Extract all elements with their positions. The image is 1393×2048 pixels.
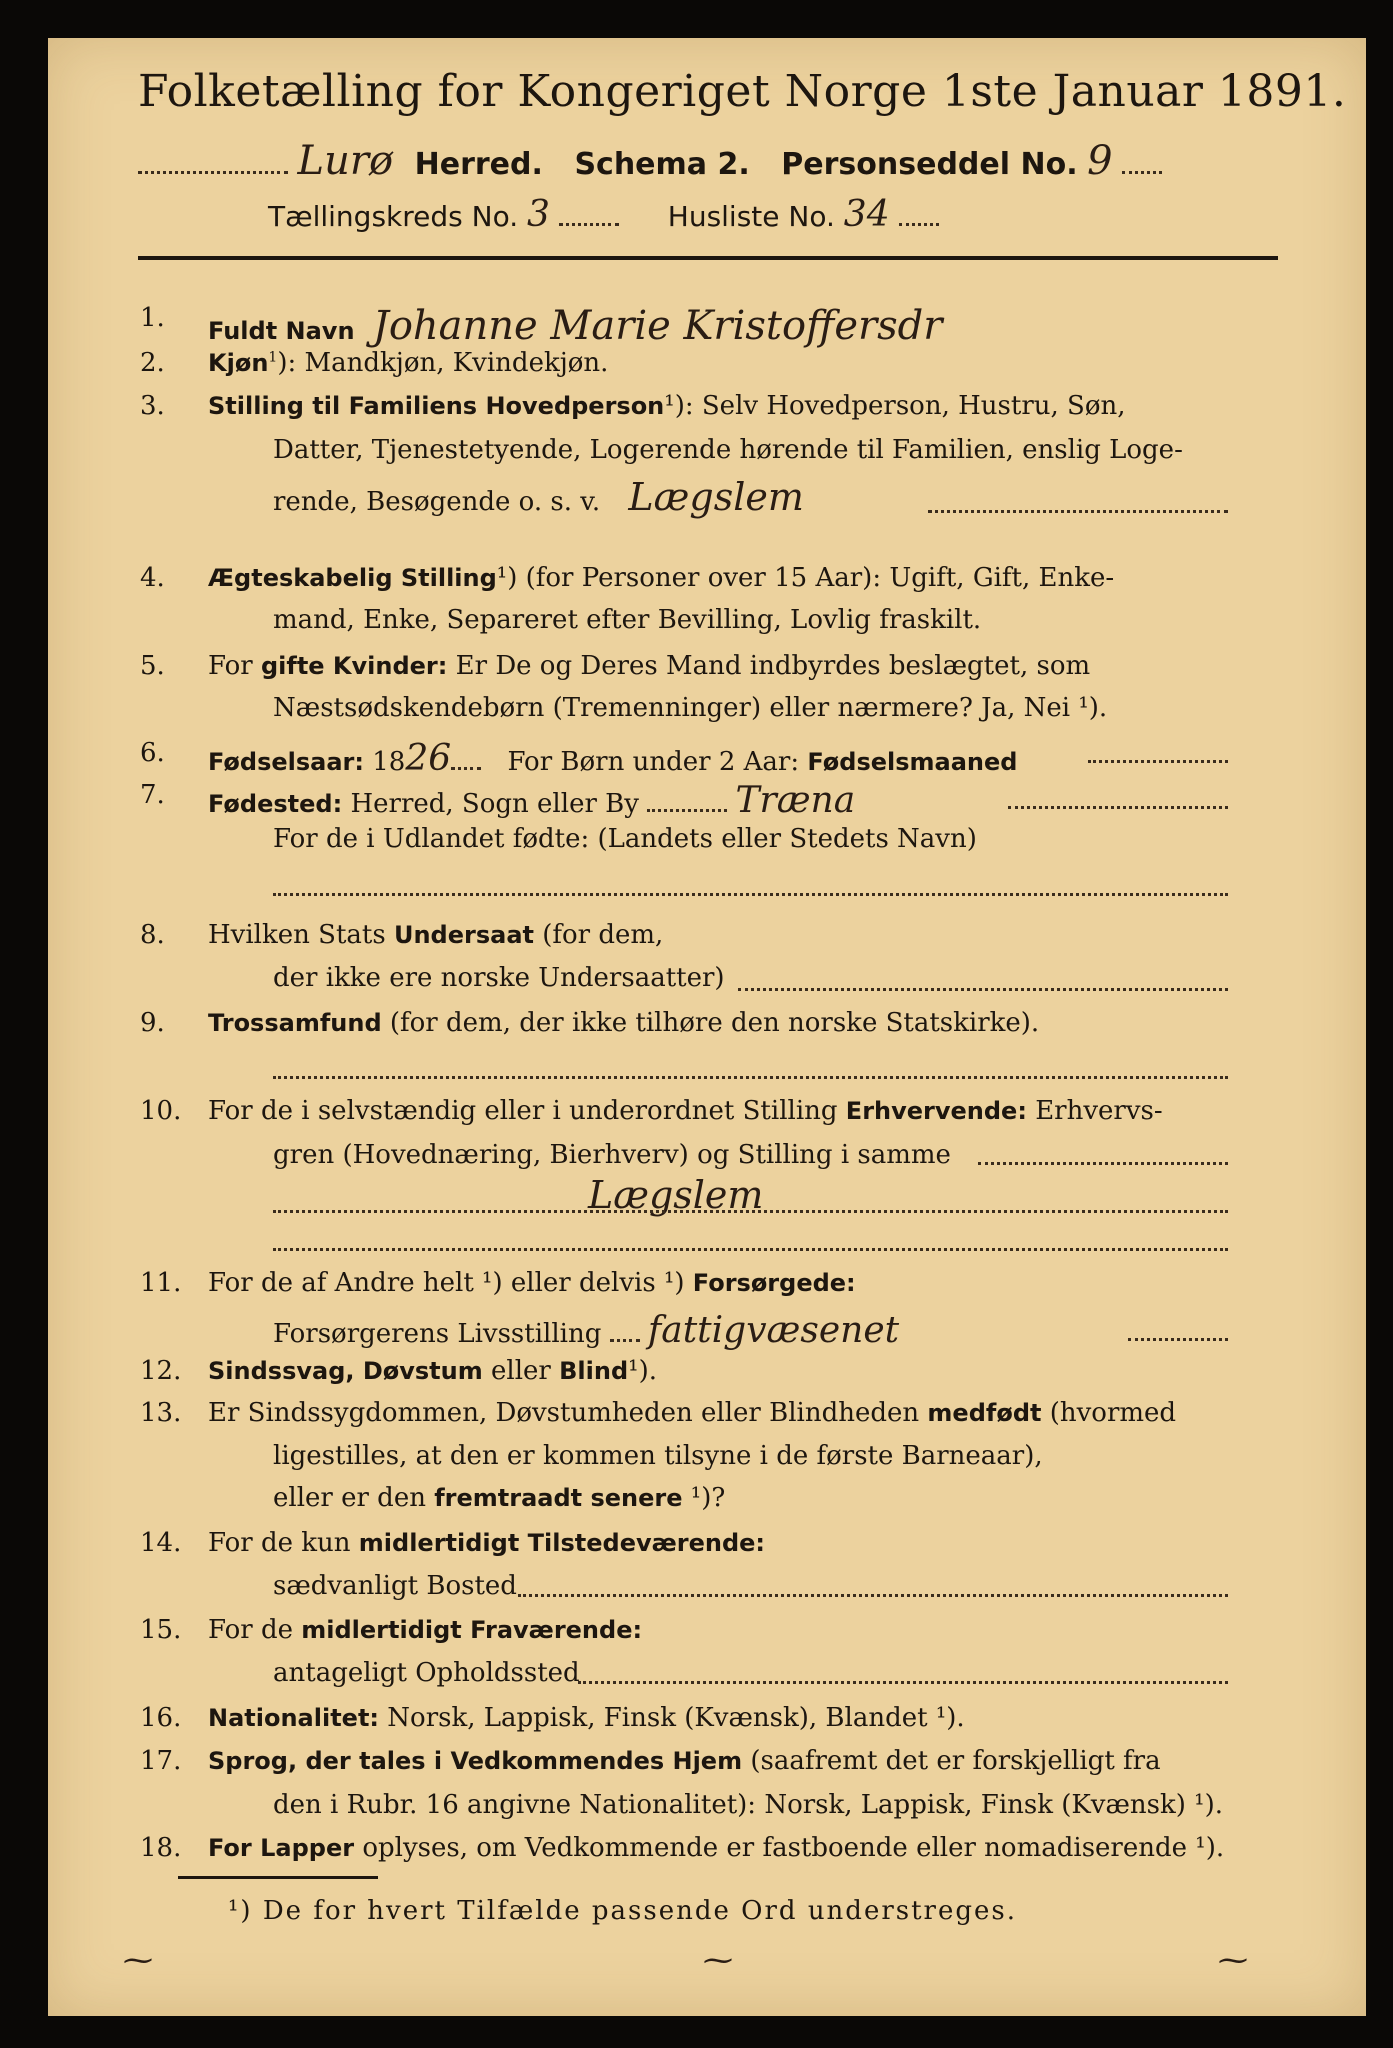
q13-row (208, 1398, 1176, 1428)
q6-text: For Børn under 2 Aar: (507, 747, 800, 777)
dotted-fill (928, 510, 1228, 513)
q5-row (208, 651, 1090, 681)
q11-value: fattigvæsenet (647, 1310, 900, 1351)
q8-row (208, 920, 663, 950)
q15-number: 15. (140, 1615, 182, 1645)
q10-row (208, 1096, 1163, 1126)
husliste-value: 34 (843, 194, 890, 235)
q13-text1b: (hvormed (1049, 1398, 1177, 1428)
dotted-fill (978, 1162, 1228, 1165)
q9-label: Trossamfund (208, 1009, 382, 1037)
q8-text2: der ikke ere norske Undersaatter) (273, 963, 725, 993)
q6-prefix: 18 (372, 747, 406, 777)
q14-label: midlertidigt Tilstedeværende: (358, 1529, 766, 1557)
q11-text1: For de af Andre helt ¹) eller delvis ¹) (208, 1268, 685, 1298)
q3-value: Lægslem (628, 475, 804, 519)
dotted-fill (610, 1333, 640, 1342)
q9-text: (for dem, der ikke tilhøre den norske Statskirke). (389, 1008, 1040, 1038)
q11-row2 (273, 1310, 899, 1351)
q3-label: Stilling til Familiens Hovedperson (208, 392, 665, 420)
q3-text3: rende, Besøgende o. s. v. (273, 487, 601, 517)
footnote: ¹) De for hvert Tilfælde passende Ord understreges. (228, 1896, 1018, 1926)
q12-number: 12. (140, 1356, 182, 1386)
q15-row (208, 1615, 642, 1645)
q13-text3a: eller er den (273, 1483, 426, 1513)
dotted-fill (273, 1248, 1228, 1251)
header-rule (138, 256, 1278, 260)
q3-text2: Datter, Tjenestetyende, Logerende hørende til Familien, enslig Loge- (273, 435, 1183, 465)
schema-label: Schema 2. (574, 147, 750, 182)
dotted-fill (578, 1681, 1228, 1684)
q6-row (208, 738, 1017, 779)
q8-label: Undersaat (393, 921, 534, 949)
q13-label: medfødt (927, 1399, 1042, 1427)
q16-number: 16. (140, 1703, 182, 1733)
q9-number: 9. (140, 1008, 165, 1038)
q10-text2: gren (Hovednæring, Bierhverv) og Stilling i samme (273, 1140, 951, 1170)
q7-label: Fødested: (208, 790, 343, 818)
q18-label: For Lapper (208, 1834, 355, 1862)
dotted-fill (138, 165, 288, 174)
q4-text1: ¹) (for Personer over 15 Aar): Ugift, Gift, Enke- (496, 563, 1115, 593)
dotted-fill (273, 893, 1228, 896)
q13-row3 (273, 1483, 725, 1513)
q3-text1: ¹): Selv Hovedperson, Hustru, Søn, (664, 391, 1126, 421)
q12-label: Sindssvag, Døvstum (208, 1357, 483, 1385)
census-form (48, 38, 1366, 2016)
herred-label: Herred. (414, 147, 543, 182)
q10-text1: For de i selvstændig eller i underordnet Stilling (208, 1096, 838, 1126)
q14-number: 14. (140, 1528, 182, 1558)
q11-label: Forsørgede: (692, 1269, 856, 1297)
q15-text1: For de (208, 1615, 293, 1645)
q17-label: Sprog, der tales i Vedkommendes Hjem (208, 1747, 743, 1775)
q12-text: eller (491, 1356, 551, 1386)
q4-row (208, 563, 1114, 593)
dotted-fill (451, 761, 481, 770)
q7-text: Herred, Sogn eller By (350, 789, 639, 819)
q13-text1: Er Sindssygdommen, Døvstumheden eller Blindheden (208, 1398, 920, 1428)
q4-text2: mand, Enke, Separeret efter Bevilling, Lovlig fraskilt. (273, 605, 982, 635)
q7-text2: For de i Udlandet fødte: (Landets eller Stedets Navn) (273, 824, 977, 854)
q16-text: Norsk, Lappisk, Finsk (Kvænsk), Blandet ¹). (387, 1703, 965, 1733)
q5-text1: Er De og Deres Mand indbyrdes beslægtet, som (455, 651, 1091, 681)
q4-label: Ægteskabelig Stilling (208, 564, 497, 592)
q8-label-pre: Hvilken Stats (208, 920, 386, 950)
q17-row (208, 1746, 1161, 1776)
dotted-fill (647, 803, 727, 812)
scribble-mark: ⁓ (123, 1943, 153, 1978)
q13-label2: fremtraadt senere (434, 1484, 683, 1512)
q12-row (208, 1356, 657, 1386)
q17-text1: (saafremt det er forskjelligt fra (750, 1746, 1161, 1776)
q11-text2: Forsørgerens Livsstilling (273, 1319, 602, 1349)
q9-row (208, 1008, 1039, 1038)
q1-value: Johanne Marie Kristoffersdr (372, 303, 943, 349)
dotted-fill (1008, 806, 1228, 809)
q3-row3 (273, 475, 804, 519)
q13-text2: ligestilles, at den er kommen tilsyne i de første Barneaar), (273, 1441, 1043, 1471)
q2-text: ): Mandkjøn, Kvindekjøn. (277, 348, 609, 378)
q7-value: Træna (735, 780, 856, 821)
dotted-fill (1122, 165, 1162, 174)
form-title: Folketælling for Kongeriget Norge 1ste Januar 1891. (138, 66, 1347, 117)
q2-row (208, 348, 608, 378)
q6-value: 26 (405, 738, 452, 779)
q11-number: 11. (140, 1268, 182, 1298)
q12-sup: ¹). (628, 1356, 657, 1386)
dotted-fill (273, 1076, 1228, 1079)
q11-row (208, 1268, 856, 1298)
q18-number: 18. (140, 1833, 182, 1863)
q13-text3b: ¹)? (690, 1483, 726, 1513)
q17-text2: den i Rubr. 16 angivne Nationalitet): Norsk, Lappisk, Finsk (Kvænsk) ¹). (273, 1790, 1224, 1820)
q7-number: 7. (140, 780, 165, 810)
q15-text2: antageligt Opholdssted (273, 1658, 580, 1688)
dotted-fill (738, 988, 1228, 991)
q17-number: 17. (140, 1746, 182, 1776)
q10-number: 10. (140, 1096, 182, 1126)
footnote-rule (178, 1876, 378, 1879)
kreds-value: 3 (527, 194, 550, 235)
q18-text: oplyses, om Vedkommende er fastboende eller nomadiserende ¹). (362, 1833, 1225, 1863)
q5-label: gifte Kvinder: (260, 652, 448, 680)
q16-label: Nationalitet: (208, 1704, 380, 1732)
q1-label: Fuldt Navn (208, 317, 355, 345)
dotted-fill (899, 217, 939, 226)
q5-number: 5. (140, 651, 165, 681)
q1-number: 1. (140, 303, 165, 333)
q3-number: 3. (140, 391, 165, 421)
q10-value: Lægslem (588, 1173, 764, 1217)
personseddel-label: Personseddel No. (781, 147, 1078, 182)
q14-text1: For de kun (208, 1528, 351, 1558)
q6-number: 6. (140, 738, 165, 768)
q2-label: Kjøn (208, 349, 269, 377)
herred-value: Lurø (297, 138, 394, 184)
husliste-label: Husliste No. (667, 200, 835, 233)
scribble-mark: ⁓ (703, 1943, 733, 1978)
q6-label: Fødselsaar: (208, 748, 364, 776)
q8-text1: (for dem, (542, 920, 664, 950)
dotted-fill (1128, 1338, 1228, 1341)
dotted-fill (518, 1594, 1228, 1597)
q8-number: 8. (140, 920, 165, 950)
q10-label: Erhvervende: (845, 1097, 1027, 1125)
scribble-mark: ⁓ (1218, 1943, 1248, 1978)
q6-label2: Fødselsmaaned (807, 748, 1018, 776)
q18-row (208, 1833, 1224, 1863)
q4-number: 4. (140, 563, 165, 593)
q3-row (208, 391, 1126, 421)
q14-text2: sædvanligt Bosted (273, 1571, 517, 1601)
q2-number: 2. (140, 348, 165, 378)
q7-row (208, 780, 855, 821)
kreds-label: Tællingskreds No. (268, 200, 519, 233)
dotted-fill (273, 1210, 1228, 1213)
q10-text1b: Erhvervs- (1035, 1096, 1163, 1126)
dotted-fill (559, 217, 619, 226)
personseddel-value: 9 (1087, 138, 1113, 184)
dotted-fill (1088, 760, 1228, 763)
q2-sup: 1 (268, 349, 278, 366)
q12-label2: Blind (559, 1357, 629, 1385)
q1-row (208, 303, 942, 349)
herred-line (138, 138, 1162, 184)
q5-label-pre: For (208, 651, 253, 681)
q5-text2: Næstsødskendebørn (Tremenninger) eller nærmere? Ja, Nei ¹). (273, 693, 1108, 723)
q16-row (208, 1703, 965, 1733)
q14-row (208, 1528, 765, 1558)
q15-label: midlertidigt Fraværende: (301, 1616, 643, 1644)
q13-number: 13. (140, 1398, 182, 1428)
kreds-line (268, 194, 939, 235)
